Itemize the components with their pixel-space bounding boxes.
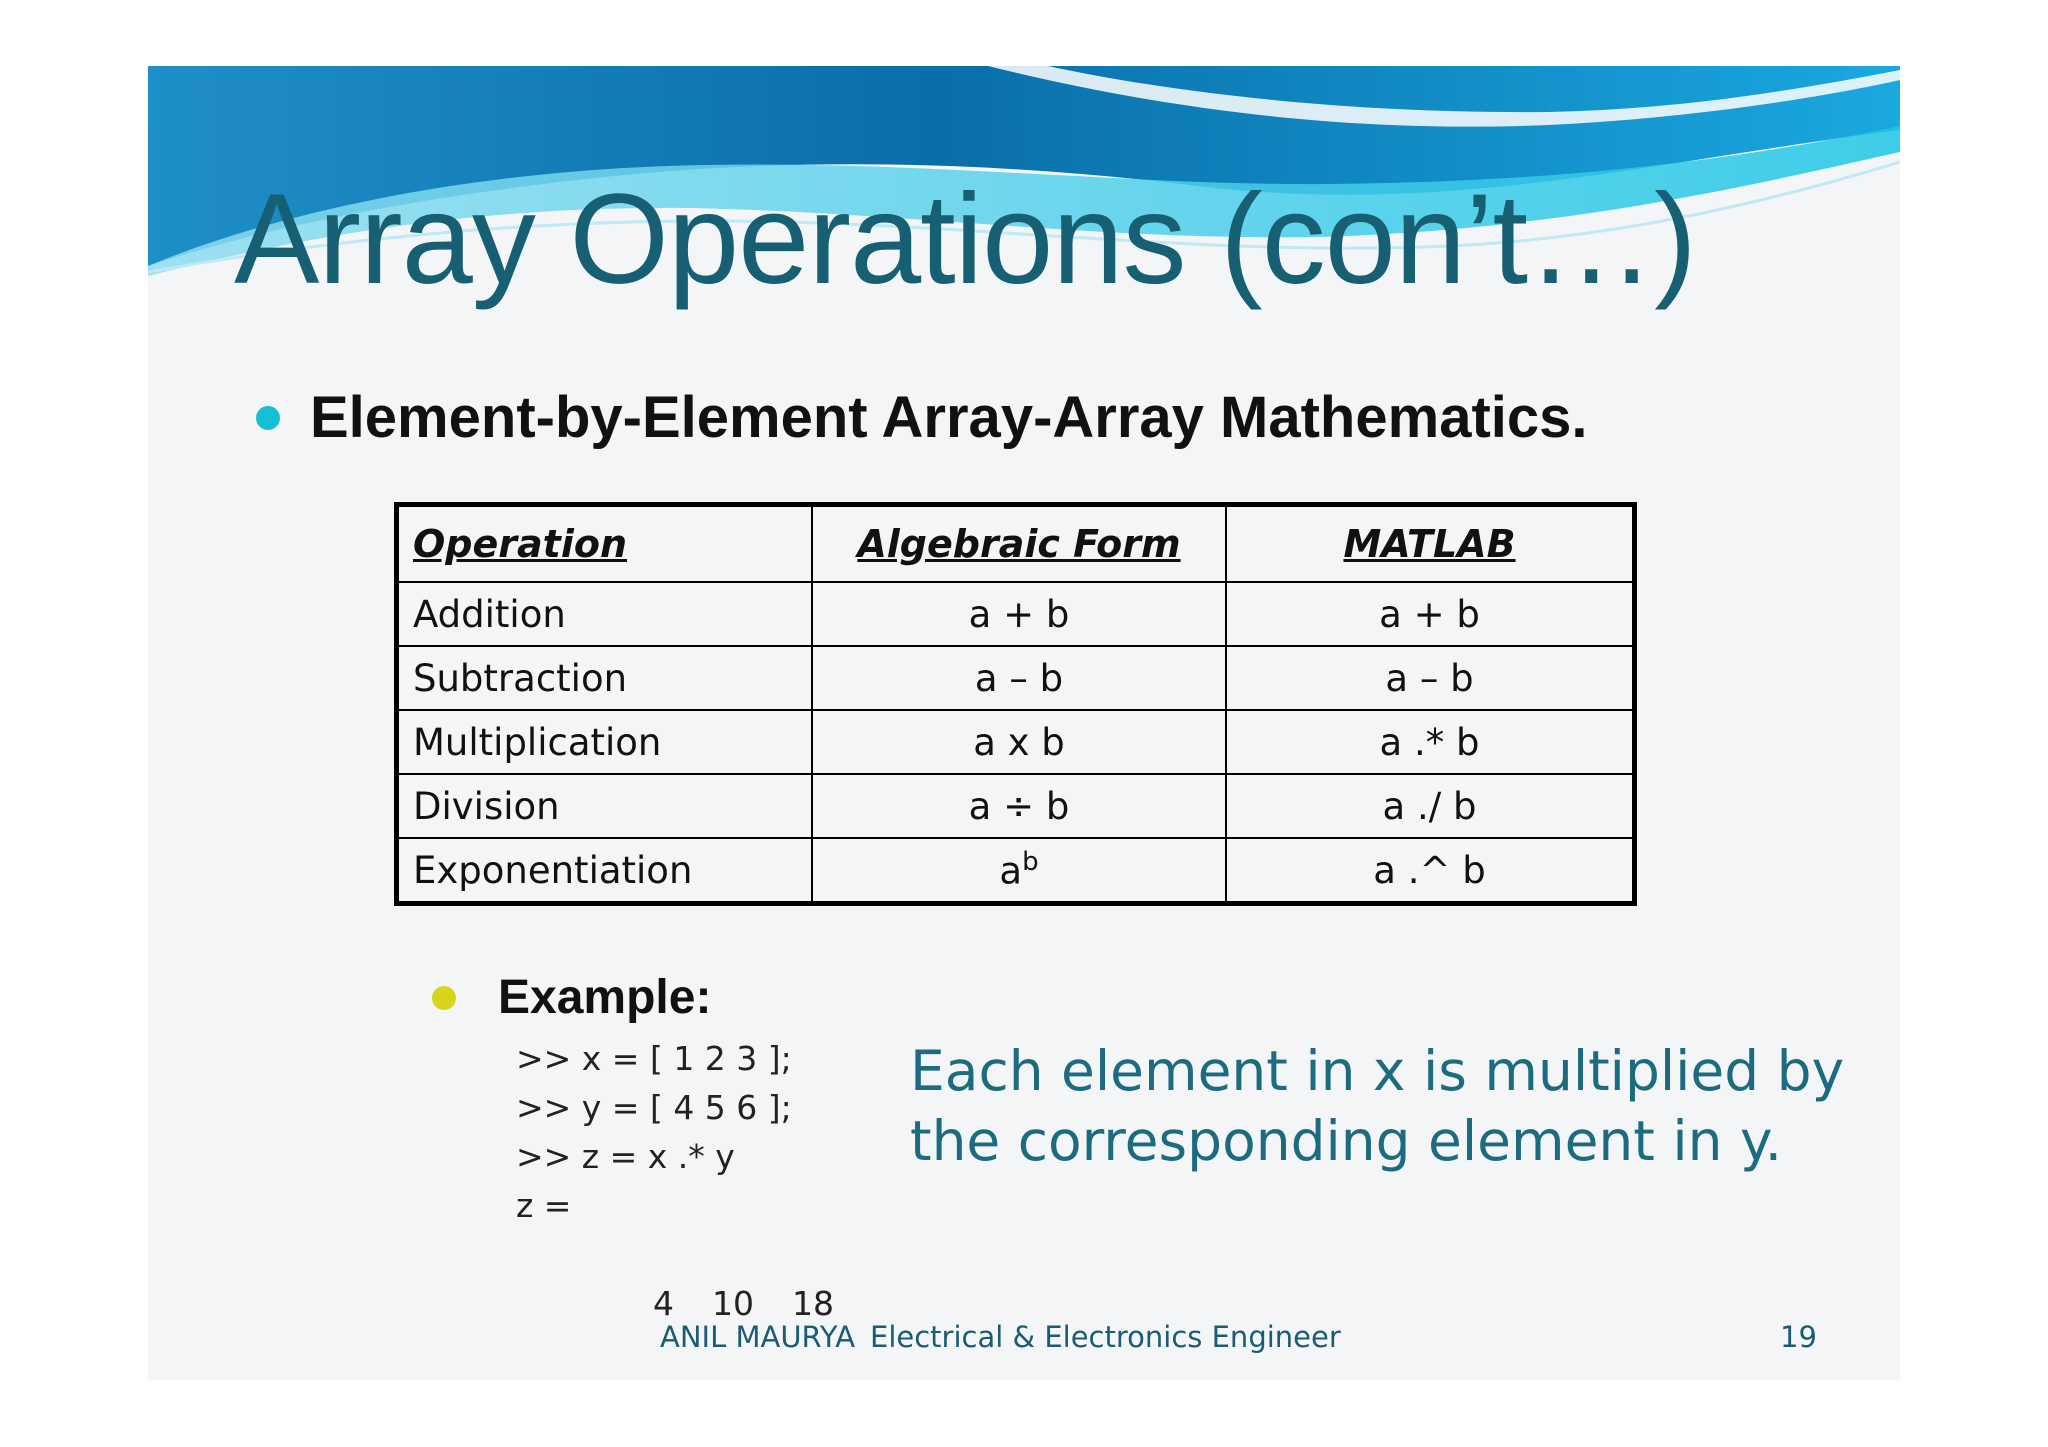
algebraic-cell: a x b bbox=[812, 710, 1226, 774]
main-bullet bbox=[256, 384, 1588, 451]
matlab-cell: a – b bbox=[1226, 646, 1635, 710]
code-line: z = bbox=[516, 1186, 572, 1225]
page-number: 19 bbox=[1780, 1320, 1817, 1354]
matlab-cell: a ./ b bbox=[1226, 774, 1635, 838]
table-row bbox=[397, 838, 1635, 904]
matlab-cell: a .* b bbox=[1226, 710, 1635, 774]
slide-title: Array Operations (con’t…) bbox=[234, 168, 1696, 311]
table-row bbox=[397, 646, 1635, 710]
operation-cell: Addition bbox=[397, 582, 813, 646]
exponent-base: a bbox=[999, 849, 1023, 893]
header-operation: Operation bbox=[397, 505, 813, 583]
matlab-cell: a + b bbox=[1226, 582, 1635, 646]
operation-cell: Division bbox=[397, 774, 813, 838]
code-result bbox=[516, 1230, 872, 1377]
operation-cell: Multiplication bbox=[397, 710, 813, 774]
algebraic-cell: a ÷ b bbox=[812, 774, 1226, 838]
exponent-superscript: b bbox=[1022, 847, 1039, 878]
explanation-note bbox=[910, 1036, 1844, 1176]
algebraic-cell: a – b bbox=[812, 646, 1226, 710]
table-row bbox=[397, 710, 1635, 774]
code-line: >> x = [ 1 2 3 ]; bbox=[516, 1039, 792, 1078]
footer-author: ANIL MAURYA bbox=[660, 1320, 856, 1354]
example-label: Example: bbox=[498, 971, 712, 1024]
bullet-dot-icon bbox=[432, 986, 456, 1010]
operations-table bbox=[394, 502, 1637, 906]
matlab-cell: a .^ b bbox=[1226, 838, 1635, 904]
example-bullet bbox=[432, 970, 711, 1025]
result-value: 4 bbox=[652, 1284, 674, 1323]
result-value: 18 bbox=[791, 1284, 834, 1323]
header-algebraic-form: Algebraic Form bbox=[812, 505, 1226, 583]
algebraic-cell bbox=[812, 838, 1226, 904]
algebraic-cell: a + b bbox=[812, 582, 1226, 646]
header-matlab: MATLAB bbox=[1226, 505, 1635, 583]
note-line: Each element in x is multiplied by bbox=[910, 1039, 1845, 1103]
note-line: the corresponding element in y. bbox=[910, 1109, 1783, 1173]
table-row bbox=[397, 774, 1635, 838]
code-line: >> z = x .* y bbox=[516, 1137, 735, 1176]
code-line: >> y = [ 4 5 6 ]; bbox=[516, 1088, 792, 1127]
operation-cell: Exponentiation bbox=[397, 838, 813, 904]
table-row bbox=[397, 582, 1635, 646]
operation-cell: Subtraction bbox=[397, 646, 813, 710]
footer-role: Electrical & Electronics Engineer bbox=[870, 1320, 1341, 1354]
main-bullet-text: Element-by-Element Array-Array Mathematics. bbox=[310, 385, 1588, 450]
result-value: 10 bbox=[711, 1284, 754, 1323]
table-header-row bbox=[397, 505, 1635, 583]
slide bbox=[148, 66, 1900, 1380]
bullet-dot-icon bbox=[256, 406, 280, 430]
